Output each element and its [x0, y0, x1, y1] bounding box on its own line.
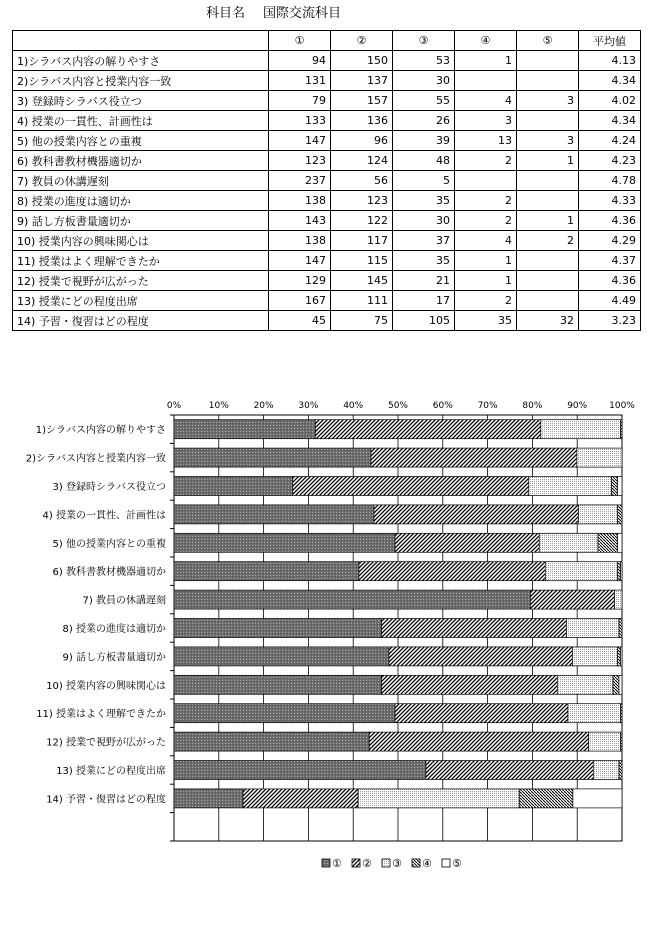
count-cell: 1 [455, 251, 517, 271]
y-category-label: 14) 予習・復習はどの程度 [46, 794, 166, 806]
count-cell: 39 [393, 131, 455, 151]
count-cell: 2 [455, 191, 517, 211]
count-cell: 3 [455, 111, 517, 131]
average-cell: 4.36 [579, 211, 641, 231]
y-category-label: 7) 教員の休講遅刻 [82, 595, 166, 607]
count-cell: 138 [269, 231, 331, 251]
col-header-4: ④ [455, 31, 517, 51]
count-cell: 237 [269, 171, 331, 191]
count-cell [517, 291, 579, 311]
count-cell: 2 [517, 231, 579, 251]
count-cell [517, 171, 579, 191]
bar-segment-1 [174, 675, 381, 694]
count-cell: 138 [269, 191, 331, 211]
table-row [13, 51, 641, 71]
bar-segment-3 [593, 761, 619, 780]
count-cell [517, 251, 579, 271]
count-cell: 147 [269, 251, 331, 271]
count-cell [455, 171, 517, 191]
row-label: 13) 授業にどの程度出席 [13, 291, 269, 311]
bar-segment-5 [620, 647, 622, 666]
table-row [13, 111, 641, 131]
bar-segment-2 [381, 675, 557, 694]
count-cell: 145 [331, 271, 393, 291]
count-cell: 167 [269, 291, 331, 311]
table-row [13, 131, 641, 151]
bar-segment-1 [174, 647, 389, 666]
legend-label: ② [362, 857, 372, 870]
col-header-item [13, 31, 269, 51]
bar-segment-1 [174, 477, 293, 496]
count-cell: 37 [393, 231, 455, 251]
bar-segment-1 [174, 420, 315, 439]
chart-legend [322, 857, 462, 870]
average-cell: 4.34 [579, 71, 641, 91]
x-tick-label: 40% [343, 401, 364, 411]
bar-segment-4 [620, 732, 622, 751]
count-cell [517, 51, 579, 71]
count-cell: 129 [269, 271, 331, 291]
average-cell: 4.49 [579, 291, 641, 311]
count-cell: 35 [393, 251, 455, 271]
bar-segment-2 [395, 533, 539, 552]
count-cell: 30 [393, 71, 455, 91]
y-category-label: 8) 授業の進度は適切か [62, 624, 166, 635]
bar-segment-2 [243, 789, 358, 808]
y-category-label: 1)シラバス内容の解りやすさ [35, 425, 166, 437]
count-cell: 124 [331, 151, 393, 171]
count-cell: 56 [331, 171, 393, 191]
table-row [13, 291, 641, 311]
bar-segment-1 [174, 562, 359, 581]
col-header-average: 平均値 [579, 31, 641, 51]
bar-segment-4 [611, 477, 617, 496]
count-cell: 2 [455, 211, 517, 231]
table-row [13, 311, 641, 331]
x-tick-label: 100% [609, 401, 635, 411]
bar-segment-4 [620, 420, 622, 439]
average-cell: 4.36 [579, 271, 641, 291]
count-cell: 32 [517, 311, 579, 331]
row-label: 1)シラバス内容の解りやすさ [13, 51, 269, 71]
x-tick-label: 0% [166, 401, 182, 411]
count-cell: 150 [331, 51, 393, 71]
count-cell: 4 [455, 91, 517, 111]
average-cell: 4.37 [579, 251, 641, 271]
y-category-label: 5) 他の授業内容との重複 [52, 538, 166, 550]
count-cell [517, 71, 579, 91]
bar-segment-5 [619, 675, 622, 694]
legend-swatch [322, 859, 330, 867]
bar-segment-3 [545, 562, 617, 581]
count-cell: 1 [517, 211, 579, 231]
count-cell: 75 [331, 311, 393, 331]
legend-swatch [442, 859, 450, 867]
count-cell: 123 [269, 151, 331, 171]
x-tick-label: 20% [253, 401, 274, 411]
count-cell: 111 [331, 291, 393, 311]
row-label: 3) 登録時シラバス役立つ [13, 91, 269, 111]
table-header-row [13, 31, 641, 51]
bar-segment-1 [174, 619, 381, 638]
row-label: 7) 教員の休講遅刻 [13, 171, 269, 191]
count-cell: 94 [269, 51, 331, 71]
col-header-5: ⑤ [517, 31, 579, 51]
count-cell: 2 [455, 291, 517, 311]
bar-segment-2 [530, 590, 614, 609]
count-cell: 13 [455, 131, 517, 151]
x-tick-label: 30% [298, 401, 319, 411]
average-cell: 4.13 [579, 51, 641, 71]
x-tick-label: 90% [567, 401, 588, 411]
count-cell: 2 [455, 151, 517, 171]
count-cell: 45 [269, 311, 331, 331]
count-cell: 157 [331, 91, 393, 111]
average-cell: 4.29 [579, 231, 641, 251]
bar-segment-2 [359, 562, 545, 581]
bar-segment-5 [617, 533, 622, 552]
y-category-label: 12) 授業で視野が広がった [46, 737, 166, 749]
x-tick-label: 10% [208, 401, 229, 411]
average-cell: 4.33 [579, 191, 641, 211]
row-label: 4) 授業の一貫性、計画性は [13, 111, 269, 131]
bar-segment-3 [557, 675, 613, 694]
bar-segment-1 [174, 789, 243, 808]
count-cell [517, 111, 579, 131]
y-category-label: 6) 教科書教材機器適切か [52, 567, 166, 579]
table-row [13, 91, 641, 111]
bar-segment-5 [617, 477, 622, 496]
bar-segment-1 [174, 761, 426, 780]
x-tick-label: 70% [477, 401, 498, 411]
bar-segment-1 [174, 732, 369, 751]
legend-swatch [412, 859, 420, 867]
subject-label: 科目名 [206, 6, 246, 21]
y-category-label: 4) 授業の一貫性、計画性は [42, 510, 166, 522]
bar-segment-4 [613, 675, 619, 694]
count-cell: 96 [331, 131, 393, 151]
bar-segment-3 [589, 732, 621, 751]
bar-segment-1 [174, 448, 371, 467]
y-category-label: 3) 登録時シラバス役立つ [52, 482, 166, 493]
count-cell: 131 [269, 71, 331, 91]
bar-segment-2 [389, 647, 572, 666]
average-cell: 3.23 [579, 311, 641, 331]
row-label: 12) 授業で視野が広がった [13, 271, 269, 291]
bar-segment-5 [573, 789, 622, 808]
x-tick-label: 80% [522, 401, 543, 411]
x-tick-label: 50% [387, 401, 409, 411]
bar-segment-3 [568, 704, 621, 723]
count-cell: 1 [455, 51, 517, 71]
legend-swatch [382, 859, 390, 867]
count-cell: 137 [331, 71, 393, 91]
count-cell [455, 71, 517, 91]
bar-segment-3 [614, 590, 622, 609]
bar-segment-3 [539, 533, 598, 552]
table-row [13, 151, 641, 171]
bar-segment-2 [371, 448, 577, 467]
legend-label: ③ [392, 857, 402, 870]
average-cell: 4.02 [579, 91, 641, 111]
y-category-label: 2)シラバス内容と授業内容一致 [25, 453, 166, 465]
table-row [13, 211, 641, 231]
bar-segment-2 [293, 477, 529, 496]
count-cell: 133 [269, 111, 331, 131]
count-cell: 115 [331, 251, 393, 271]
row-label: 11) 授業はよく理解できたか [13, 251, 269, 271]
bar-segment-4 [617, 505, 622, 524]
bar-segment-2 [426, 761, 593, 780]
bar-segment-3 [529, 477, 612, 496]
legend-label: ⑤ [452, 857, 462, 870]
count-cell [517, 271, 579, 291]
stacked-bar-chart [0, 395, 652, 952]
bar-segment-2 [369, 732, 588, 751]
count-cell: 21 [393, 271, 455, 291]
bar-segment-5 [620, 562, 622, 581]
average-cell: 4.23 [579, 151, 641, 171]
row-label: 5) 他の授業内容との重複 [13, 131, 269, 151]
bar-segment-3 [358, 789, 519, 808]
bar-segment-2 [381, 619, 566, 638]
count-cell: 3 [517, 91, 579, 111]
bar-segment-4 [519, 789, 573, 808]
y-category-label: 11) 授業はよく理解できたか [36, 709, 166, 721]
count-cell: 117 [331, 231, 393, 251]
count-cell: 123 [331, 191, 393, 211]
count-cell: 48 [393, 151, 455, 171]
count-cell: 30 [393, 211, 455, 231]
subject-name: 国際交流科目 [263, 6, 342, 21]
row-label: 6) 教科書教材機器適切か [13, 151, 269, 171]
count-cell: 136 [331, 111, 393, 131]
table-row [13, 171, 641, 191]
count-cell: 55 [393, 91, 455, 111]
bar-segment-2 [395, 704, 568, 723]
col-header-1: ① [269, 31, 331, 51]
bar-segment-3 [541, 420, 621, 439]
row-label: 9) 話し方板書量適切か [13, 211, 269, 231]
bar-segment-1 [174, 590, 530, 609]
col-header-2: ② [331, 31, 393, 51]
x-tick-label: 60% [432, 401, 453, 411]
row-label: 2)シラバス内容と授業内容一致 [13, 71, 269, 91]
bar-segment-4 [598, 533, 618, 552]
table-row [13, 71, 641, 91]
bar-segment-2 [374, 505, 578, 524]
y-category-label: 9) 話し方板書量適切か [62, 652, 166, 664]
count-cell: 3 [517, 131, 579, 151]
count-cell: 5 [393, 171, 455, 191]
row-label: 10) 授業内容の興味関心は [13, 231, 269, 251]
bar-segment-3 [577, 448, 622, 467]
bar-segment-1 [174, 505, 374, 524]
bar-segment-4 [619, 619, 622, 638]
count-cell: 122 [331, 211, 393, 231]
count-cell: 53 [393, 51, 455, 71]
count-cell: 17 [393, 291, 455, 311]
bar-segment-2 [315, 420, 541, 439]
col-header-3: ③ [393, 31, 455, 51]
count-cell [517, 191, 579, 211]
bar-segment-4 [617, 562, 620, 581]
bar-segment-4 [617, 647, 620, 666]
table-row [13, 231, 641, 251]
legend-label: ① [332, 857, 342, 870]
count-cell: 105 [393, 311, 455, 331]
average-cell: 4.34 [579, 111, 641, 131]
count-cell: 1 [517, 151, 579, 171]
bar-segment-4 [619, 761, 622, 780]
row-label: 14) 予習・復習はどの程度 [13, 311, 269, 331]
count-cell: 4 [455, 231, 517, 251]
count-cell: 79 [269, 91, 331, 111]
y-category-label: 10) 授業内容の興味関心は [46, 680, 166, 692]
bar-segment-3 [578, 505, 617, 524]
results-table [12, 30, 641, 331]
count-cell: 35 [393, 191, 455, 211]
average-cell: 4.78 [579, 171, 641, 191]
table-row [13, 191, 641, 211]
bar-segment-1 [174, 704, 395, 723]
count-cell: 35 [455, 311, 517, 331]
count-cell: 147 [269, 131, 331, 151]
average-cell: 4.24 [579, 131, 641, 151]
bar-segment-4 [620, 704, 622, 723]
legend-swatch [352, 859, 360, 867]
count-cell: 26 [393, 111, 455, 131]
count-cell: 143 [269, 211, 331, 231]
legend-label: ④ [422, 857, 432, 870]
y-category-label: 13) 授業にどの程度出席 [56, 766, 166, 777]
row-label: 8) 授業の進度は適切か [13, 191, 269, 211]
bar-segment-3 [566, 619, 619, 638]
bar-segment-3 [572, 647, 617, 666]
bar-segment-1 [174, 533, 395, 552]
count-cell: 1 [455, 271, 517, 291]
table-row [13, 251, 641, 271]
table-row [13, 271, 641, 291]
